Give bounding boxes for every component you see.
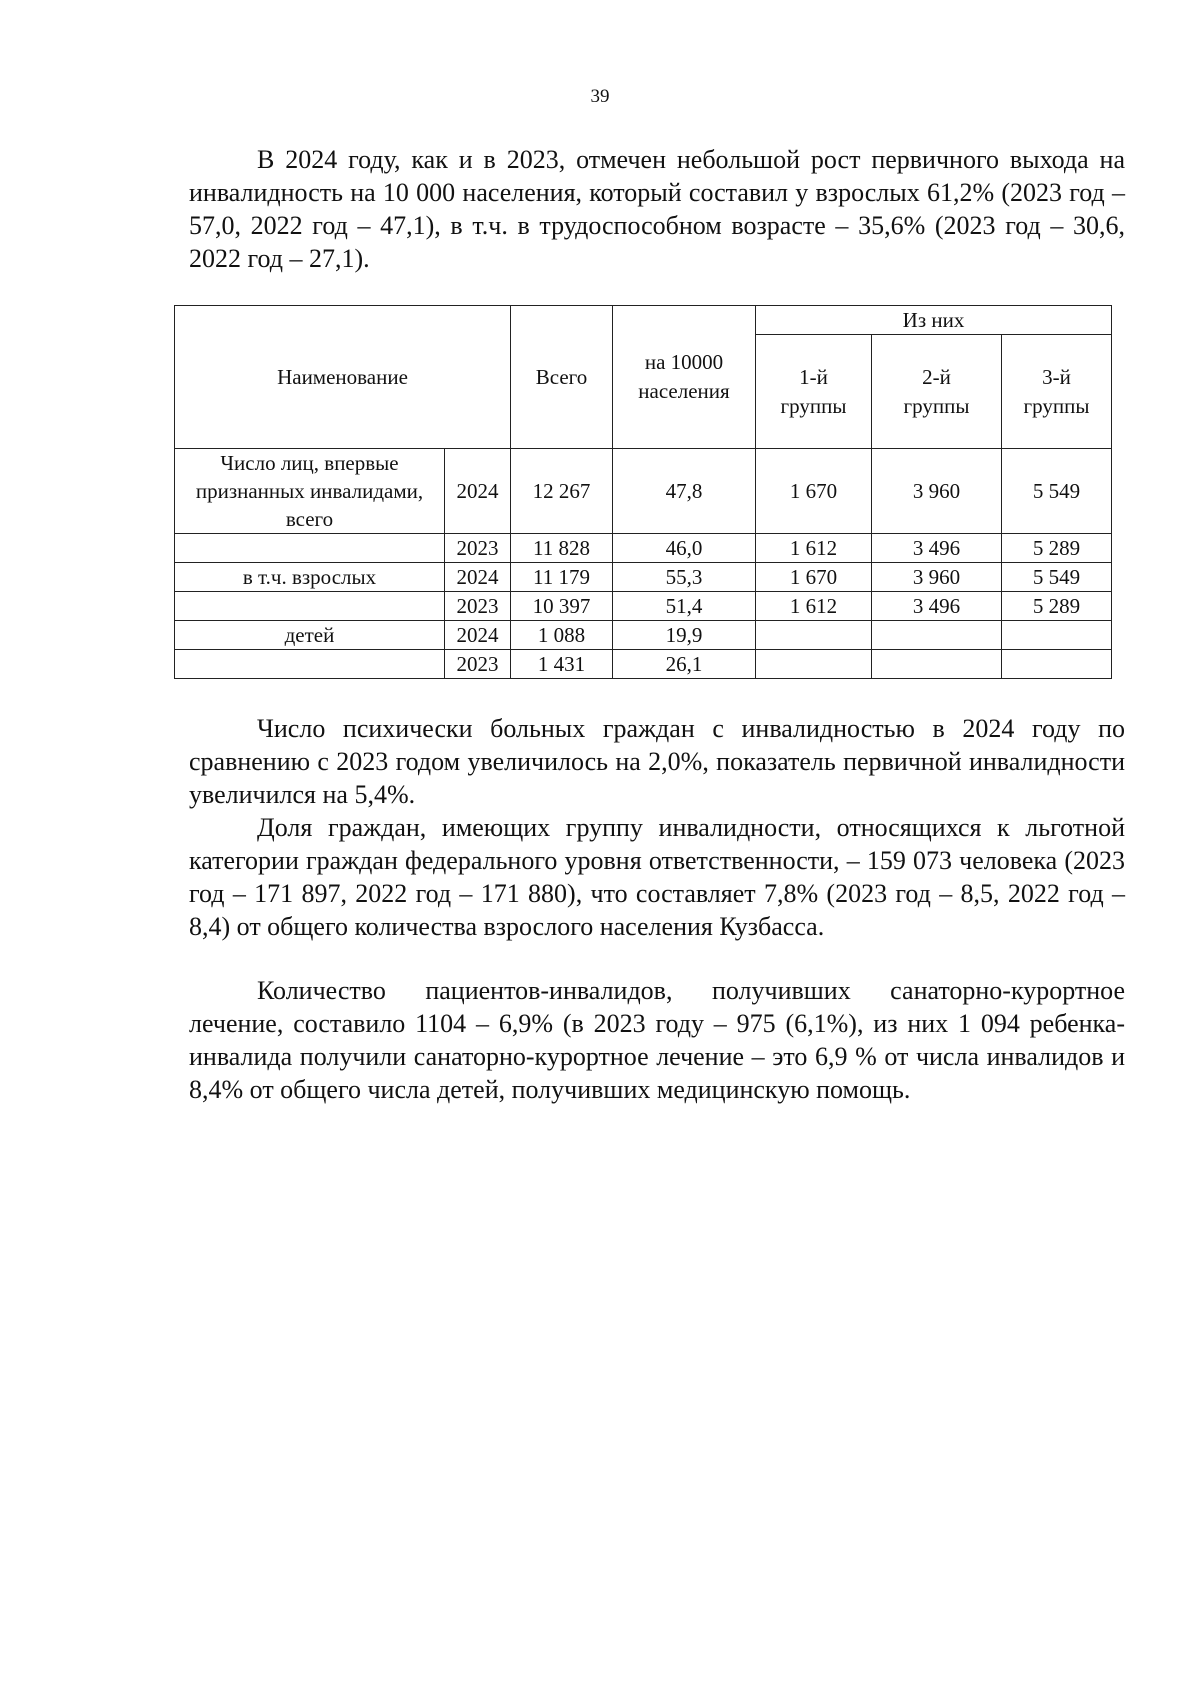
- header-group-1: [756, 335, 872, 449]
- paragraph-disability-growth: В 2024 году, как и в 2023, отмечен небольшой рост первичного выхода на инвалидность на 10 000 населения, который составил у взрослых 61,2% (2023 год – 57,0, 2022 год – 47,1), в т.ч. в трудоспособном возрасте – 35,6% (2023 год – 30,6, 2022 год – 27,1).: [189, 145, 1125, 273]
- row-total: 11 828: [511, 534, 613, 563]
- row-group-2: [872, 650, 1002, 679]
- header-group-2-word: группы: [903, 393, 970, 418]
- paragraph-mental-disability: Число психически больных граждан с инвалидностью в 2024 году по сравнению с 2023 годом увеличилось на 2,0%, показатель первичной инвалидности увеличился на 5,4%.: [189, 714, 1125, 809]
- header-per-10000-line1: на 10000: [644, 350, 724, 374]
- row-per-10000: 47,8: [613, 449, 756, 534]
- table-row: [175, 650, 1112, 679]
- row-group-1: 1 670: [756, 563, 872, 592]
- row-label: детей: [175, 621, 445, 650]
- header-group-3-number: 3-й: [1042, 364, 1071, 389]
- row-total: 10 397: [511, 592, 613, 621]
- row-year: 2023: [445, 592, 511, 621]
- row-per-10000: 55,3: [613, 563, 756, 592]
- page-number: 39: [590, 86, 610, 107]
- row-label: Число лиц, впервые признанных инвалидами, всего: [175, 449, 445, 534]
- row-per-10000: 46,0: [613, 534, 756, 563]
- header-group-3-word: группы: [1023, 393, 1090, 418]
- row-group-2: 3 496: [872, 592, 1002, 621]
- table-row: [175, 449, 1112, 534]
- header-of-them: Из них: [756, 306, 1112, 335]
- header-per-10000-line2: населения: [638, 379, 730, 403]
- row-group-3: 5 289: [1002, 592, 1112, 621]
- row-per-10000: 51,4: [613, 592, 756, 621]
- row-group-1: 1 612: [756, 592, 872, 621]
- row-per-10000: 19,9: [613, 621, 756, 650]
- row-group-2: 3 960: [872, 449, 1002, 534]
- table-row: [175, 563, 1112, 592]
- row-label: в т.ч. взрослых: [175, 563, 445, 592]
- row-group-3: 5 549: [1002, 563, 1112, 592]
- row-year: 2024: [445, 621, 511, 650]
- row-year: 2023: [445, 534, 511, 563]
- header-total: Всего: [511, 306, 613, 449]
- row-label: [175, 534, 445, 563]
- paragraph-sanatorium-treatment: Количество пациентов-инвалидов, получивших санаторно-курортное лечение, составило 1104 – 6,9% (в 2023 году – 975 (6,1%), из них 1 094 ребенка-инвалида получили санаторно-курортное лечение – это 6,9 % от числа инвалидов и 8,4% от общего числа детей, получивших медицинскую помощь.: [189, 976, 1125, 1104]
- row-group-2: 3 496: [872, 534, 1002, 563]
- row-total: 12 267: [511, 449, 613, 534]
- row-group-3: [1002, 650, 1112, 679]
- row-label: [175, 592, 445, 621]
- header-group-1-number: 1-й: [799, 364, 828, 389]
- row-group-1: 1 670: [756, 449, 872, 534]
- header-per-10000: [613, 306, 756, 449]
- row-total: 11 179: [511, 563, 613, 592]
- row-per-10000: 26,1: [613, 650, 756, 679]
- row-group-2: 3 960: [872, 563, 1002, 592]
- row-year: 2024: [445, 563, 511, 592]
- disability-statistics-table: [174, 305, 1112, 679]
- paragraph-benefit-category: Доля граждан, имеющих группу инвалидности, относящихся к льготной категории граждан федерального уровня ответственности, – 159 073 человека (2023 год – 171 897, 2022 год – 171 880), что составляет 7,8% (2023 год – 8,5, 2022 год – 8,4) от общего количества взрослого населения Кузбасса.: [189, 813, 1125, 941]
- header-name: Наименование: [175, 306, 511, 449]
- header-group-3: [1002, 335, 1112, 449]
- header-group-2: [872, 335, 1002, 449]
- table-row: [175, 621, 1112, 650]
- table-row: [175, 592, 1112, 621]
- row-group-2: [872, 621, 1002, 650]
- row-label: [175, 650, 445, 679]
- row-total: 1 088: [511, 621, 613, 650]
- row-group-3: 5 549: [1002, 449, 1112, 534]
- header-group-1-word: группы: [780, 393, 847, 418]
- row-total: 1 431: [511, 650, 613, 679]
- header-group-2-number: 2-й: [922, 364, 951, 389]
- row-group-1: [756, 621, 872, 650]
- row-year: 2023: [445, 650, 511, 679]
- row-group-3: 5 289: [1002, 534, 1112, 563]
- row-group-3: [1002, 621, 1112, 650]
- row-group-1: [756, 650, 872, 679]
- table-row: [175, 534, 1112, 563]
- row-group-1: 1 612: [756, 534, 872, 563]
- row-year: 2024: [445, 449, 511, 534]
